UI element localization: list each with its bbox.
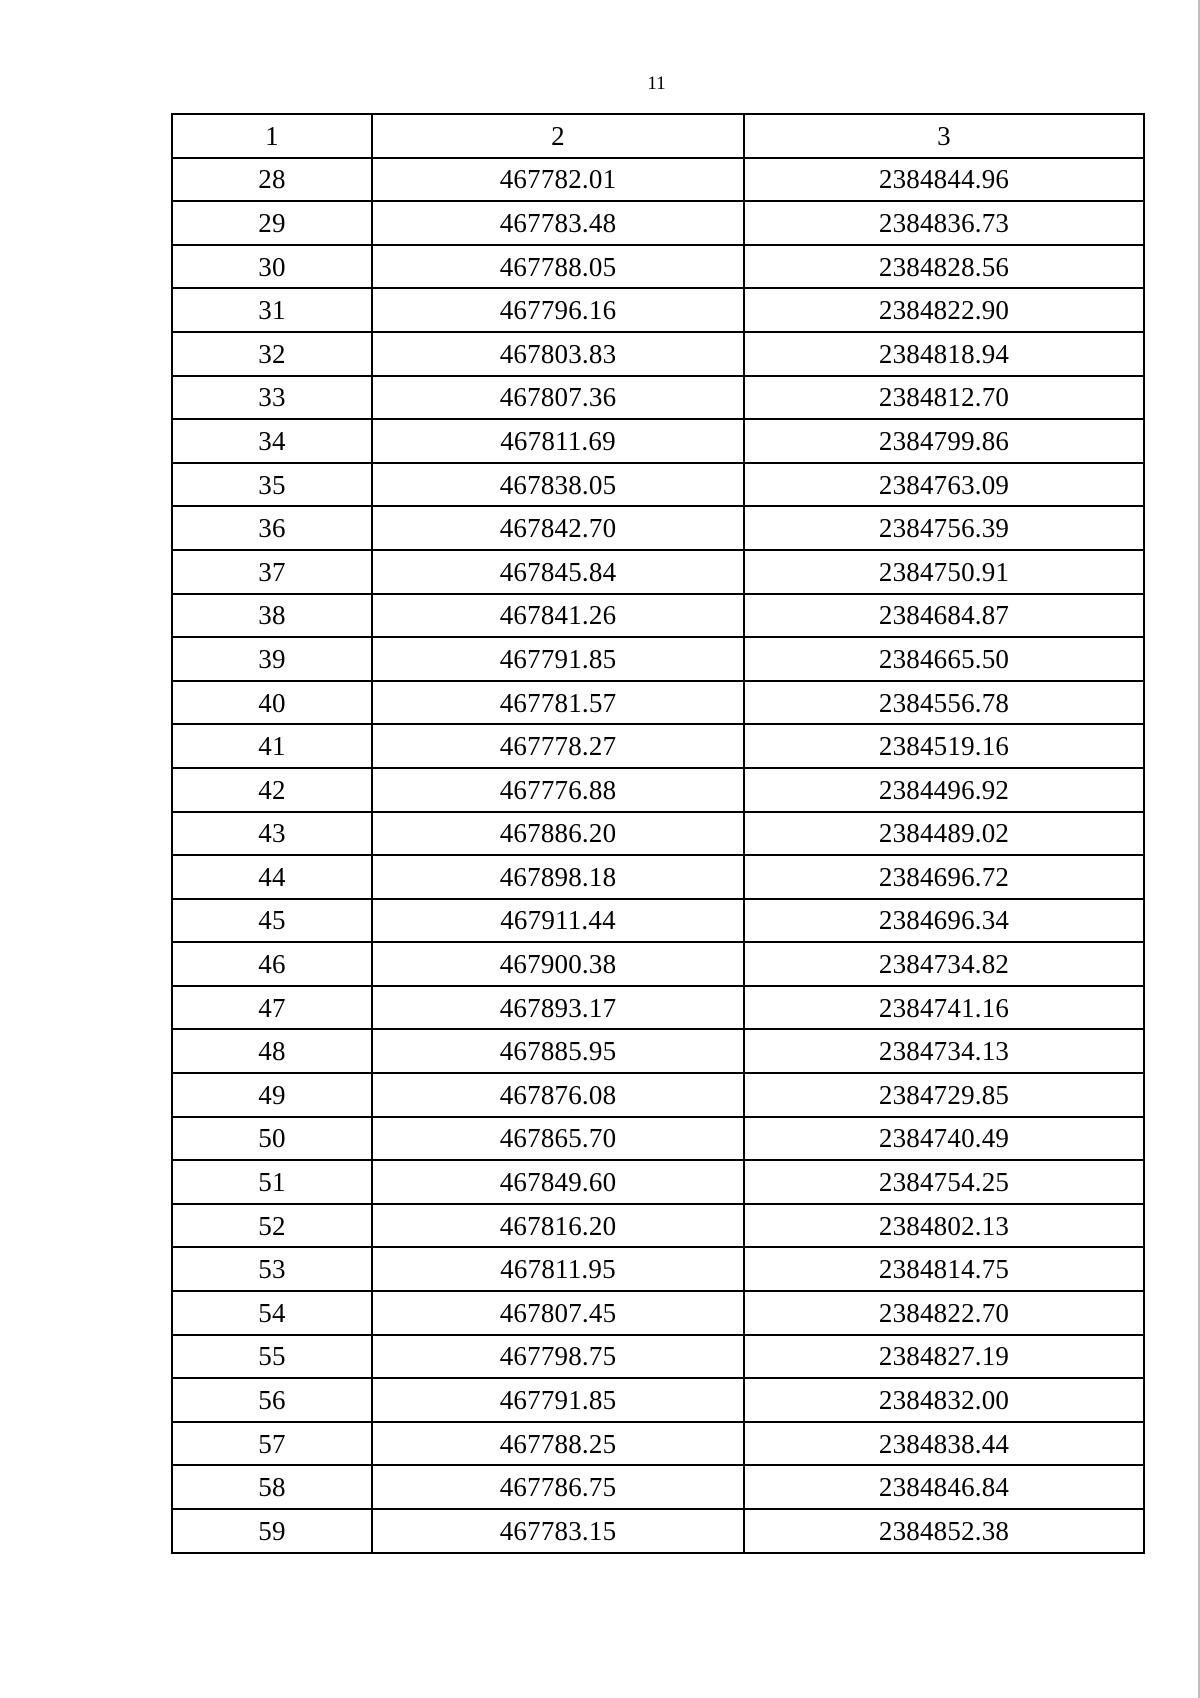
x-coordinate-cell: 467842.70 [372, 506, 744, 550]
x-coordinate-cell: 467876.08 [372, 1073, 744, 1117]
table-row [172, 550, 1144, 594]
x-coordinate-cell: 467849.60 [372, 1160, 744, 1204]
point-number-cell: 50 [172, 1117, 372, 1161]
page-number: 11 [647, 73, 666, 94]
x-coordinate-cell: 467885.95 [372, 1029, 744, 1073]
table-row [172, 201, 1144, 245]
table-row [172, 288, 1144, 332]
point-number-cell: 43 [172, 812, 372, 856]
y-coordinate-cell: 2384822.90 [744, 288, 1144, 332]
x-coordinate-cell: 467845.84 [372, 550, 744, 594]
table-row [172, 986, 1144, 1030]
y-coordinate-cell: 2384799.86 [744, 419, 1144, 463]
y-coordinate-cell: 2384814.75 [744, 1247, 1144, 1291]
x-coordinate-cell: 467798.75 [372, 1335, 744, 1379]
x-coordinate-cell: 467791.85 [372, 1378, 744, 1422]
table-row [172, 158, 1144, 202]
x-coordinate-cell: 467886.20 [372, 812, 744, 856]
point-number-cell: 44 [172, 855, 372, 899]
point-number-cell: 42 [172, 768, 372, 812]
table-body [172, 158, 1144, 1553]
y-coordinate-cell: 2384665.50 [744, 637, 1144, 681]
x-coordinate-cell: 467782.01 [372, 158, 744, 202]
point-number-cell: 41 [172, 724, 372, 768]
x-coordinate-cell: 467811.95 [372, 1247, 744, 1291]
y-coordinate-cell: 2384696.72 [744, 855, 1144, 899]
table-row [172, 1378, 1144, 1422]
y-coordinate-cell: 2384734.82 [744, 942, 1144, 986]
table-row [172, 1204, 1144, 1248]
y-coordinate-cell: 2384519.16 [744, 724, 1144, 768]
point-number-cell: 59 [172, 1509, 372, 1553]
y-coordinate-cell: 2384696.34 [744, 899, 1144, 943]
y-coordinate-cell: 2384684.87 [744, 594, 1144, 638]
point-number-cell: 40 [172, 681, 372, 725]
y-coordinate-cell: 2384852.38 [744, 1509, 1144, 1553]
table-row [172, 594, 1144, 638]
point-number-cell: 55 [172, 1335, 372, 1379]
point-number-cell: 36 [172, 506, 372, 550]
table-row [172, 1291, 1144, 1335]
point-number-cell: 37 [172, 550, 372, 594]
header-cell-2: 2 [372, 114, 744, 158]
x-coordinate-cell: 467788.05 [372, 245, 744, 289]
x-coordinate-cell: 467865.70 [372, 1117, 744, 1161]
table-row [172, 1422, 1144, 1466]
y-coordinate-cell: 2384836.73 [744, 201, 1144, 245]
x-coordinate-cell: 467838.05 [372, 463, 744, 507]
y-coordinate-cell: 2384838.44 [744, 1422, 1144, 1466]
table-row [172, 245, 1144, 289]
coordinates-table [171, 113, 1145, 1554]
x-coordinate-cell: 467796.16 [372, 288, 744, 332]
y-coordinate-cell: 2384822.70 [744, 1291, 1144, 1335]
table-header-row [172, 114, 1144, 158]
y-coordinate-cell: 2384734.13 [744, 1029, 1144, 1073]
point-number-cell: 54 [172, 1291, 372, 1335]
y-coordinate-cell: 2384496.92 [744, 768, 1144, 812]
point-number-cell: 35 [172, 463, 372, 507]
point-number-cell: 39 [172, 637, 372, 681]
point-number-cell: 34 [172, 419, 372, 463]
table-row [172, 1029, 1144, 1073]
x-coordinate-cell: 467803.83 [372, 332, 744, 376]
x-coordinate-cell: 467816.20 [372, 1204, 744, 1248]
point-number-cell: 30 [172, 245, 372, 289]
y-coordinate-cell: 2384756.39 [744, 506, 1144, 550]
y-coordinate-cell: 2384812.70 [744, 376, 1144, 420]
point-number-cell: 28 [172, 158, 372, 202]
point-number-cell: 45 [172, 899, 372, 943]
point-number-cell: 53 [172, 1247, 372, 1291]
table-row [172, 899, 1144, 943]
y-coordinate-cell: 2384832.00 [744, 1378, 1144, 1422]
y-coordinate-cell: 2384846.84 [744, 1465, 1144, 1509]
y-coordinate-cell: 2384818.94 [744, 332, 1144, 376]
table-row [172, 1465, 1144, 1509]
table-row [172, 1160, 1144, 1204]
y-coordinate-cell: 2384754.25 [744, 1160, 1144, 1204]
table-row [172, 724, 1144, 768]
y-coordinate-cell: 2384844.96 [744, 158, 1144, 202]
point-number-cell: 29 [172, 201, 372, 245]
y-coordinate-cell: 2384556.78 [744, 681, 1144, 725]
point-number-cell: 51 [172, 1160, 372, 1204]
x-coordinate-cell: 467788.25 [372, 1422, 744, 1466]
point-number-cell: 31 [172, 288, 372, 332]
x-coordinate-cell: 467811.69 [372, 419, 744, 463]
y-coordinate-cell: 2384741.16 [744, 986, 1144, 1030]
point-number-cell: 46 [172, 942, 372, 986]
x-coordinate-cell: 467807.36 [372, 376, 744, 420]
table-row [172, 419, 1144, 463]
x-coordinate-cell: 467900.38 [372, 942, 744, 986]
point-number-cell: 32 [172, 332, 372, 376]
x-coordinate-cell: 467807.45 [372, 1291, 744, 1335]
x-coordinate-cell: 467778.27 [372, 724, 744, 768]
point-number-cell: 33 [172, 376, 372, 420]
x-coordinate-cell: 467791.85 [372, 637, 744, 681]
table-row [172, 812, 1144, 856]
y-coordinate-cell: 2384750.91 [744, 550, 1144, 594]
table-row [172, 942, 1144, 986]
table-row [172, 855, 1144, 899]
table-row [172, 376, 1144, 420]
table-row [172, 1073, 1144, 1117]
table-row [172, 1509, 1144, 1553]
y-coordinate-cell: 2384729.85 [744, 1073, 1144, 1117]
coordinates-table-container [171, 113, 1143, 1554]
point-number-cell: 52 [172, 1204, 372, 1248]
header-cell-1: 1 [172, 114, 372, 158]
y-coordinate-cell: 2384489.02 [744, 812, 1144, 856]
table-row [172, 1247, 1144, 1291]
point-number-cell: 47 [172, 986, 372, 1030]
y-coordinate-cell: 2384802.13 [744, 1204, 1144, 1248]
table-row [172, 332, 1144, 376]
x-coordinate-cell: 467776.88 [372, 768, 744, 812]
x-coordinate-cell: 467783.48 [372, 201, 744, 245]
x-coordinate-cell: 467841.26 [372, 594, 744, 638]
point-number-cell: 58 [172, 1465, 372, 1509]
table-row [172, 463, 1144, 507]
table-row [172, 1117, 1144, 1161]
point-number-cell: 49 [172, 1073, 372, 1117]
table-row [172, 506, 1144, 550]
y-coordinate-cell: 2384740.49 [744, 1117, 1144, 1161]
table-row [172, 1335, 1144, 1379]
x-coordinate-cell: 467781.57 [372, 681, 744, 725]
point-number-cell: 48 [172, 1029, 372, 1073]
point-number-cell: 56 [172, 1378, 372, 1422]
x-coordinate-cell: 467911.44 [372, 899, 744, 943]
y-coordinate-cell: 2384828.56 [744, 245, 1144, 289]
y-coordinate-cell: 2384827.19 [744, 1335, 1144, 1379]
table-row [172, 768, 1144, 812]
table-row [172, 637, 1144, 681]
x-coordinate-cell: 467786.75 [372, 1465, 744, 1509]
x-coordinate-cell: 467893.17 [372, 986, 744, 1030]
x-coordinate-cell: 467783.15 [372, 1509, 744, 1553]
point-number-cell: 38 [172, 594, 372, 638]
header-cell-3: 3 [744, 114, 1144, 158]
y-coordinate-cell: 2384763.09 [744, 463, 1144, 507]
x-coordinate-cell: 467898.18 [372, 855, 744, 899]
point-number-cell: 57 [172, 1422, 372, 1466]
table-row [172, 681, 1144, 725]
